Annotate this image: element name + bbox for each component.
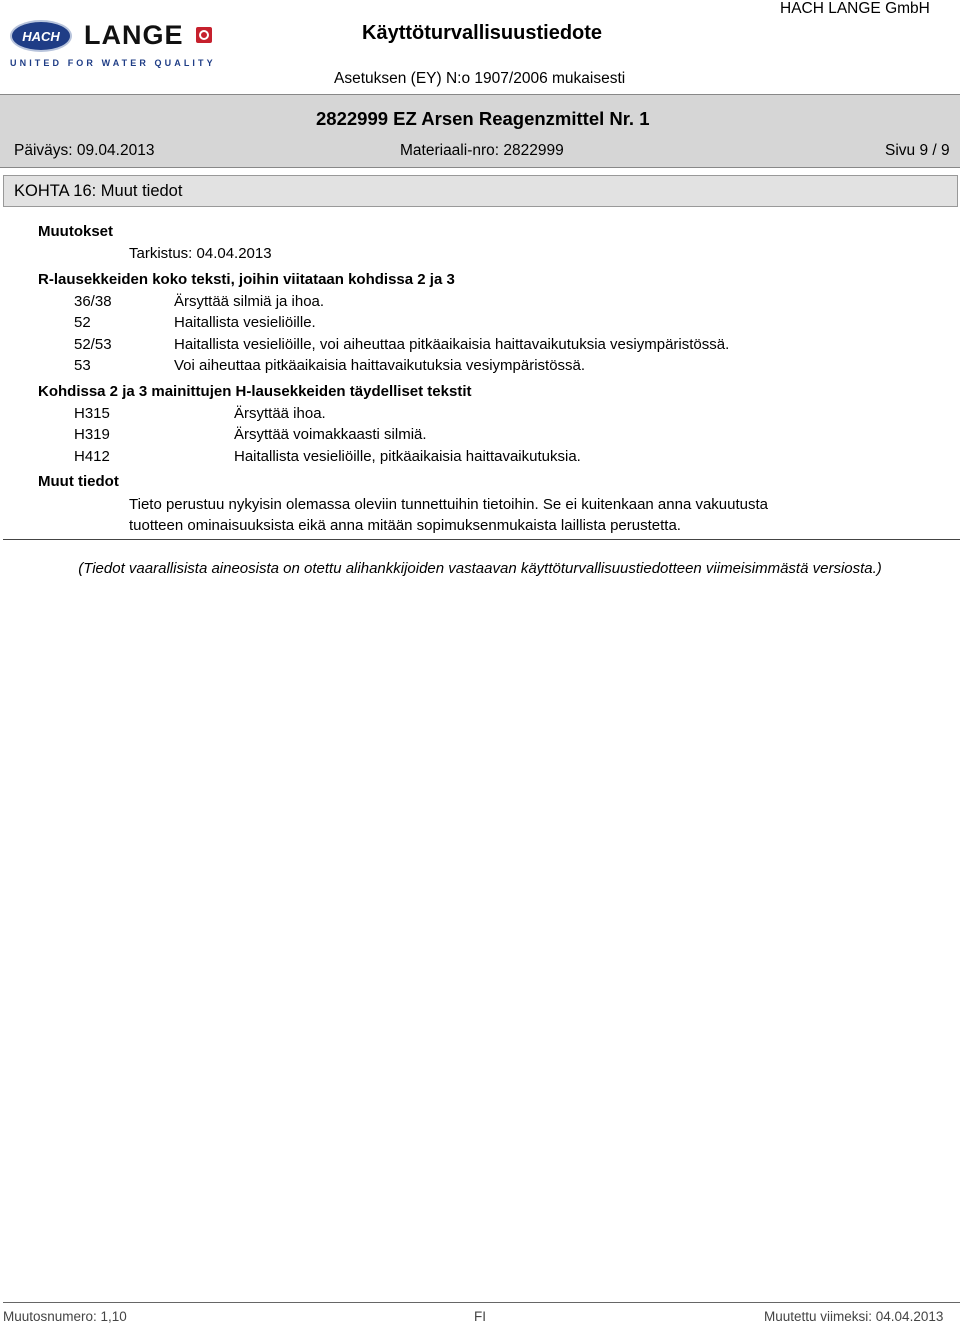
h-phrase-text: Haitallista vesieliöille, pitkäaikaisia haittavaikutuksia. — [234, 448, 581, 465]
footer-last-modified: Muutettu viimeksi: 04.04.2013 — [764, 1309, 944, 1324]
changes-heading: Muutokset — [38, 223, 113, 240]
company-name: HACH LANGE GmbH — [780, 0, 930, 17]
r-phrase-text: Haitallista vesieliöille, voi aiheuttaa pitkäaikaisia haittavaikutuksia vesiympäristössä. — [174, 336, 730, 353]
other-info-text-line1: Tieto perustuu nykyisin olemassa oleviin tunnettuihin tietoihin. Se ei kuitenkaan anna vakuutusta — [129, 496, 769, 513]
footer-divider — [3, 1302, 960, 1303]
r-phrase-code: 36/38 — [74, 293, 112, 310]
material-number: Materiaali-nro: 2822999 — [400, 142, 564, 159]
hach-lange-logo — [10, 18, 220, 70]
revision-date: Tarkistus: 04.04.2013 — [129, 245, 272, 262]
h-phrase-text: Ärsyttää voimakkaasti silmiä. — [234, 426, 427, 443]
h-phrase-code: H315 — [74, 405, 110, 422]
footer-language: FI — [474, 1309, 486, 1324]
section-divider — [3, 539, 960, 540]
r-phrase-text: Haitallista vesieliöille. — [174, 314, 316, 331]
footnote: (Tiedot vaarallisista aineosista on otettu alihankkijoiden vastaavan käyttöturvallisuustiedotteen viimeisimmästä versiosta.) — [78, 560, 882, 577]
r-phrase-text: Voi aiheuttaa pitkäaikaisia haittavaikutuksia vesiympäristössä. — [174, 357, 586, 374]
lange-logo-text: LANGE — [84, 20, 184, 50]
section-title: KOHTA 16: Muut tiedot — [14, 182, 183, 200]
document-title: Käyttöturvallisuustiedote — [362, 22, 603, 44]
r-phrase-code: 53 — [74, 357, 91, 374]
regulation-text: Asetuksen (EY) N:o 1907/2006 mukaisesti — [334, 70, 626, 87]
r-phrase-code: 52/53 — [74, 336, 112, 353]
footer-revision-number: Muutosnumero: 1,10 — [3, 1309, 127, 1324]
hach-logo-text: HACH — [22, 29, 60, 44]
other-info-text-line2: tuotteen ominaisuuksista eikä anna mitään sopimuksenmukaista laillista perustetta. — [129, 517, 681, 534]
lange-target-icon — [196, 27, 212, 43]
r-phrases-heading: R-lausekkeiden koko teksti, joihin viitataan kohdissa 2 ja 3 — [38, 271, 455, 288]
hach-oval-logo — [10, 20, 72, 52]
logo-tagline: UNITED FOR WATER QUALITY — [10, 58, 216, 68]
other-info-heading: Muut tiedot — [38, 473, 119, 490]
h-phrase-code: H319 — [74, 426, 110, 443]
product-name: 2822999 EZ Arsen Reagenzmittel Nr. 1 — [316, 108, 650, 129]
r-phrase-code: 52 — [74, 314, 91, 331]
document-date: Päiväys: 09.04.2013 — [14, 142, 155, 159]
h-phrase-text: Ärsyttää ihoa. — [234, 405, 326, 422]
h-phrase-code: H412 — [74, 448, 110, 465]
r-phrase-text: Ärsyttää silmiä ja ihoa. — [174, 293, 325, 310]
page-number: Sivu 9 / 9 — [885, 142, 950, 159]
h-phrases-heading: Kohdissa 2 ja 3 mainittujen H-lausekkeiden täydelliset tekstit — [38, 383, 472, 400]
